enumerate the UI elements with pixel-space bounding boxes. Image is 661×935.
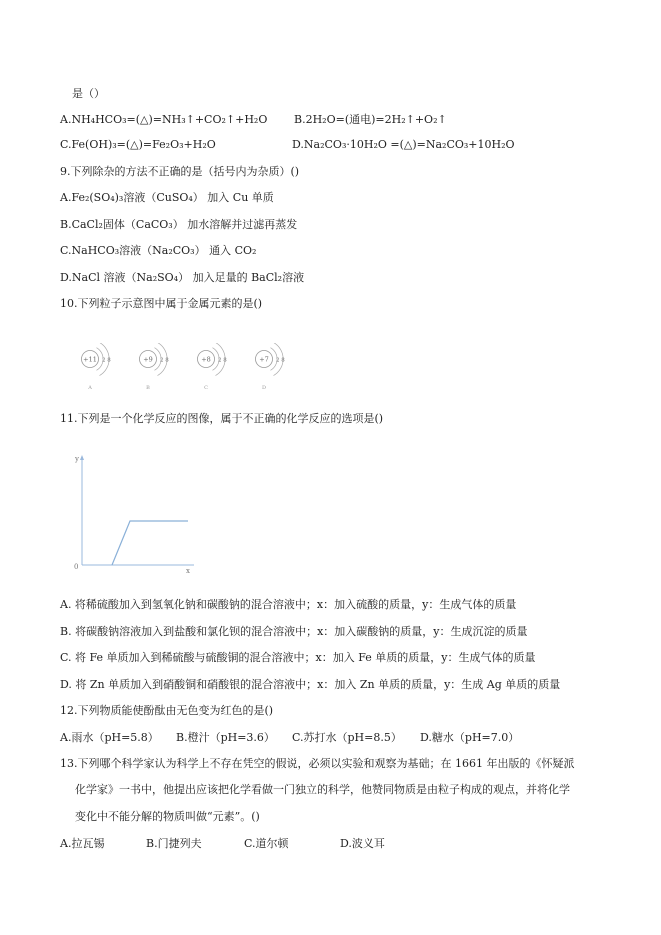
y-axis-label: y [75, 455, 79, 463]
nucleus-charge: +11 [83, 355, 97, 364]
atom-b [140, 343, 170, 391]
y-axis-arrow [80, 455, 84, 460]
q13-option-b: B.门捷列夫 [146, 837, 202, 850]
q12-option-c: C.苏打水（pH=8.5） [292, 731, 402, 744]
nucleus-charge: +7 [259, 355, 269, 364]
q11-option-c: C. 将 Fe 单质加入到稀硫酸与硫酸铜的混合溶液中；x：加入 Fe 单质的质量，y：生成气体的质量 [60, 651, 536, 664]
q13-stem-line3: 变化中不能分解的物质叫做“元素”。() [75, 810, 260, 823]
nucleus-charge: +8 [201, 355, 211, 364]
q9-option-b: B.CaCl₂固体（CaCO₃） 加水溶解并过滤再蒸发 [60, 218, 298, 231]
atom-label: D [261, 385, 267, 391]
q9-option-a: A.Fe₂(SO₄)₃溶液（CuSO₄） 加入 Cu 单质 [60, 191, 274, 204]
q9-option-c: C.NaHCO₃溶液（Na₂CO₃） 通入 CO₂ [60, 244, 257, 257]
stem-continuation: 是（） [72, 87, 105, 100]
shell-electrons: 2 8 [276, 357, 285, 364]
x-axis-label: x [186, 567, 190, 574]
atom-a [82, 343, 112, 391]
q13-option-c: C.道尔顿 [244, 837, 289, 850]
q8-option-d: D.Na₂CO₃·10H₂O =(△)=Na₂CO₃+10H₂O [292, 138, 515, 151]
shell-electrons: 2 8 [160, 357, 169, 364]
origin-label: 0 [74, 563, 79, 571]
q12-option-b: B.橙汁（pH=3.6） [176, 731, 275, 744]
q11-stem: 11.下列是一个化学反应的图像，属于不正确的化学反应的选项是() [60, 412, 384, 425]
q13-option-d: D.波义耳 [340, 837, 385, 850]
atom-d [256, 343, 286, 391]
shell-electrons: 2 8 [218, 357, 227, 364]
reaction-graph [72, 452, 200, 574]
atom-label: C [204, 385, 208, 391]
atom-diagrams [78, 343, 298, 395]
q9-stem: 9.下列除杂的方法不正确的是（括号内为杂质）() [60, 165, 300, 178]
q8-option-b: B.2H₂O=(通电)=2H₂↑+O₂↑ [294, 113, 447, 126]
q8-option-a: A.NH₄HCO₃=(△)=NH₃↑+CO₂↑+H₂O [60, 113, 268, 126]
q11-option-d: D. 将 Zn 单质加入到硝酸铜和硝酸银的混合溶液中；x：加入 Zn 单质的质量，y：生成 Ag 单质的质量 [60, 678, 561, 691]
shell-electrons: 2 8 [102, 357, 111, 364]
reaction-curve [112, 521, 188, 565]
q11-option-b: B. 将碳酸钠溶液加入到盐酸和氯化钡的混合溶液中；x：加入碳酸钠的质量，y：生成沉淀的质量 [60, 625, 528, 638]
q12-option-a: A.雨水（pH=5.8） [60, 731, 159, 744]
q11-option-a: A. 将稀硫酸加入到氢氧化钠和碳酸钠的混合溶液中；x：加入硫酸的质量，y：生成气体的质量 [60, 598, 517, 611]
q13-stem-line2: 化学家》一书中，他提出应该把化学看做一门独立的科学，他赞同物质是由粒子构成的观点，并将化学 [75, 783, 570, 796]
q10-stem: 10.下列粒子示意图中属于金属元素的是() [60, 297, 263, 310]
q12-stem: 12.下列物质能使酚酞由无色变为红色的是() [60, 704, 274, 717]
q9-option-d: D.NaCl 溶液（Na₂SO₄） 加入足量的 BaCl₂溶液 [60, 271, 305, 284]
atom-c [198, 343, 228, 391]
q13-stem-line1: 13.下列哪个科学家认为科学上不存在凭空的假说，必须以实验和观察为基础；在 1661 年出版的《怀疑派 [60, 757, 575, 770]
atom-label: A [88, 385, 92, 391]
q13-option-a: A.拉瓦锡 [60, 837, 105, 850]
q8-option-c: C.Fe(OH)₃=(△)=Fe₂O₃+H₂O [60, 138, 216, 151]
q12-option-d: D.糖水（pH=7.0） [420, 731, 520, 744]
nucleus-charge: +9 [143, 355, 153, 364]
atom-label: B [146, 385, 150, 391]
